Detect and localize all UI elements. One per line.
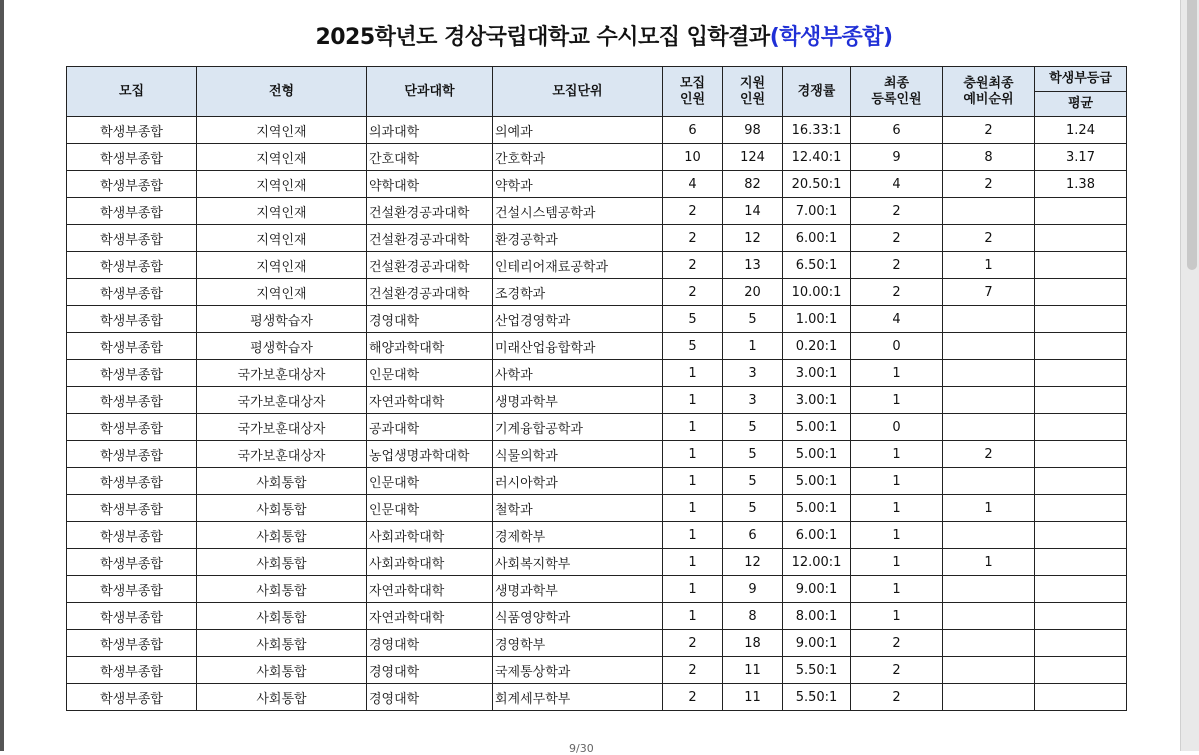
cell-department: 조경학과	[493, 279, 663, 306]
cell-grade-average	[1035, 225, 1127, 252]
cell-quota: 2	[663, 252, 723, 279]
cell-applicants: 124	[723, 144, 783, 171]
cell-quota: 1	[663, 387, 723, 414]
header-department: 모집단위	[493, 67, 663, 117]
cell-admission-type: 사회통합	[197, 603, 367, 630]
cell-final-enrolled: 2	[851, 225, 943, 252]
cell-waitlist: 2	[943, 171, 1035, 198]
cell-quota: 2	[663, 198, 723, 225]
cell-admission-type: 사회통합	[197, 522, 367, 549]
table-row	[67, 684, 1127, 711]
cell-ratio: 5.50:1	[783, 657, 851, 684]
cell-final-enrolled: 2	[851, 684, 943, 711]
cell-final-enrolled: 1	[851, 576, 943, 603]
cell-waitlist	[943, 576, 1035, 603]
cell-quota: 2	[663, 630, 723, 657]
cell-final-enrolled: 1	[851, 522, 943, 549]
cell-waitlist	[943, 360, 1035, 387]
cell-grade-average	[1035, 387, 1127, 414]
cell-college: 약학대학	[367, 171, 493, 198]
table-row	[67, 360, 1127, 387]
cell-college: 인문대학	[367, 360, 493, 387]
cell-quota: 1	[663, 603, 723, 630]
header-waitlist-line2: 예비순위	[963, 91, 1014, 107]
cell-final-enrolled: 1	[851, 387, 943, 414]
cell-applicants: 18	[723, 630, 783, 657]
table-row	[67, 279, 1127, 306]
cell-admission-type: 사회통합	[197, 468, 367, 495]
cell-grade-average	[1035, 279, 1127, 306]
cell-ratio: 5.00:1	[783, 468, 851, 495]
cell-grade-average	[1035, 522, 1127, 549]
cell-track: 학생부종합	[67, 225, 197, 252]
page-title	[4, 20, 1199, 51]
cell-department: 환경공학과	[493, 225, 663, 252]
cell-ratio: 8.00:1	[783, 603, 851, 630]
cell-waitlist: 8	[943, 144, 1035, 171]
cell-waitlist: 1	[943, 495, 1035, 522]
cell-final-enrolled: 2	[851, 198, 943, 225]
cell-admission-type: 지역인재	[197, 117, 367, 144]
cell-admission-type: 사회통합	[197, 576, 367, 603]
cell-department: 건설시스템공학과	[493, 198, 663, 225]
cell-department: 사회복지학부	[493, 549, 663, 576]
cell-ratio: 10.00:1	[783, 279, 851, 306]
cell-final-enrolled: 2	[851, 657, 943, 684]
cell-final-enrolled: 2	[851, 630, 943, 657]
cell-track: 학생부종합	[67, 468, 197, 495]
cell-track: 학생부종합	[67, 495, 197, 522]
cell-quota: 4	[663, 171, 723, 198]
cell-ratio: 9.00:1	[783, 630, 851, 657]
cell-applicants: 20	[723, 279, 783, 306]
cell-ratio: 5.00:1	[783, 414, 851, 441]
cell-admission-type: 지역인재	[197, 198, 367, 225]
cell-waitlist	[943, 684, 1035, 711]
cell-quota: 1	[663, 522, 723, 549]
table-row	[67, 225, 1127, 252]
cell-college: 의과대학	[367, 117, 493, 144]
cell-department: 간호학과	[493, 144, 663, 171]
cell-track: 학생부종합	[67, 360, 197, 387]
cell-department: 약학과	[493, 171, 663, 198]
cell-track: 학생부종합	[67, 252, 197, 279]
cell-department: 의예과	[493, 117, 663, 144]
cell-admission-type: 평생학습자	[197, 306, 367, 333]
cell-college: 건설환경공과대학	[367, 252, 493, 279]
cell-college: 자연과학대학	[367, 387, 493, 414]
cell-college: 공과대학	[367, 414, 493, 441]
cell-waitlist	[943, 468, 1035, 495]
header-grade: 학생부등급	[1035, 67, 1127, 92]
cell-admission-type: 지역인재	[197, 279, 367, 306]
cell-quota: 1	[663, 441, 723, 468]
cell-waitlist: 7	[943, 279, 1035, 306]
cell-admission-type: 사회통합	[197, 657, 367, 684]
header-waitlist-line1: 충원최종	[963, 75, 1014, 91]
header-waitlist	[943, 67, 1035, 117]
cell-grade-average	[1035, 657, 1127, 684]
page-number: 9/30	[569, 742, 594, 755]
cell-department: 사학과	[493, 360, 663, 387]
cell-track: 학생부종합	[67, 333, 197, 360]
cell-grade-average	[1035, 603, 1127, 630]
cell-track: 학생부종합	[67, 684, 197, 711]
table-body	[67, 117, 1127, 711]
cell-track: 학생부종합	[67, 198, 197, 225]
table-row	[67, 495, 1127, 522]
cell-track: 학생부종합	[67, 387, 197, 414]
cell-applicants: 8	[723, 603, 783, 630]
header-admission-type: 전형	[197, 67, 367, 117]
cell-applicants: 3	[723, 360, 783, 387]
table-row	[67, 522, 1127, 549]
cell-ratio: 6.00:1	[783, 522, 851, 549]
cell-department: 경제학부	[493, 522, 663, 549]
cell-department: 미래산업융합학과	[493, 333, 663, 360]
header-applicants	[723, 67, 783, 117]
header-quota-line2: 인원	[679, 91, 706, 107]
table-row	[67, 576, 1127, 603]
cell-waitlist	[943, 522, 1035, 549]
cell-applicants: 98	[723, 117, 783, 144]
cell-track: 학생부종합	[67, 414, 197, 441]
title-highlight: (학생부종합)	[769, 25, 893, 50]
cell-grade-average	[1035, 576, 1127, 603]
cell-final-enrolled: 1	[851, 360, 943, 387]
cell-department: 식물의학과	[493, 441, 663, 468]
cell-grade-average	[1035, 468, 1127, 495]
cell-ratio: 12.00:1	[783, 549, 851, 576]
table-row	[67, 144, 1127, 171]
cell-department: 회계세무학부	[493, 684, 663, 711]
cell-ratio: 1.00:1	[783, 306, 851, 333]
cell-college: 건설환경공과대학	[367, 225, 493, 252]
cell-waitlist: 1	[943, 252, 1035, 279]
cell-track: 학생부종합	[67, 171, 197, 198]
cell-ratio: 3.00:1	[783, 387, 851, 414]
header-ratio: 경쟁률	[783, 67, 851, 117]
cell-final-enrolled: 1	[851, 441, 943, 468]
cell-grade-average: 1.38	[1035, 171, 1127, 198]
cell-waitlist: 2	[943, 225, 1035, 252]
cell-final-enrolled: 1	[851, 603, 943, 630]
cell-college: 인문대학	[367, 468, 493, 495]
cell-applicants: 11	[723, 657, 783, 684]
cell-grade-average: 1.24	[1035, 117, 1127, 144]
table-row	[67, 306, 1127, 333]
cell-track: 학생부종합	[67, 279, 197, 306]
header-applicants-line1: 지원	[739, 75, 766, 91]
cell-grade-average	[1035, 441, 1127, 468]
cell-college: 자연과학대학	[367, 603, 493, 630]
cell-final-enrolled: 0	[851, 333, 943, 360]
cell-quota: 2	[663, 657, 723, 684]
cell-applicants: 5	[723, 495, 783, 522]
cell-applicants: 1	[723, 333, 783, 360]
cell-ratio: 5.00:1	[783, 495, 851, 522]
cell-applicants: 14	[723, 198, 783, 225]
header-college: 단과대학	[367, 67, 493, 117]
table-row	[67, 630, 1127, 657]
table-row	[67, 387, 1127, 414]
scrollbar-track[interactable]	[1180, 0, 1199, 751]
cell-track: 학생부종합	[67, 657, 197, 684]
cell-college: 경영대학	[367, 630, 493, 657]
cell-college: 경영대학	[367, 684, 493, 711]
cell-waitlist	[943, 414, 1035, 441]
cell-waitlist	[943, 630, 1035, 657]
cell-track: 학생부종합	[67, 603, 197, 630]
cell-college: 건설환경공과대학	[367, 279, 493, 306]
table-row	[67, 333, 1127, 360]
cell-track: 학생부종합	[67, 576, 197, 603]
cell-quota: 1	[663, 576, 723, 603]
cell-applicants: 13	[723, 252, 783, 279]
cell-waitlist	[943, 306, 1035, 333]
cell-final-enrolled: 1	[851, 495, 943, 522]
cell-applicants: 5	[723, 306, 783, 333]
cell-admission-type: 지역인재	[197, 225, 367, 252]
cell-admission-type: 사회통합	[197, 684, 367, 711]
cell-ratio: 7.00:1	[783, 198, 851, 225]
cell-ratio: 20.50:1	[783, 171, 851, 198]
cell-waitlist	[943, 198, 1035, 225]
cell-final-enrolled: 4	[851, 171, 943, 198]
header-final-line1: 최종	[883, 75, 910, 91]
table-row	[67, 657, 1127, 684]
cell-final-enrolled: 2	[851, 252, 943, 279]
cell-ratio: 5.00:1	[783, 441, 851, 468]
cell-track: 학생부종합	[67, 441, 197, 468]
cell-college: 해양과학대학	[367, 333, 493, 360]
cell-department: 국제통상학과	[493, 657, 663, 684]
cell-admission-type: 국가보훈대상자	[197, 387, 367, 414]
table-row	[67, 549, 1127, 576]
title-main: 2025학년도 경상국립대학교 수시모집 입학결과	[315, 25, 770, 50]
cell-applicants: 9	[723, 576, 783, 603]
table-row	[67, 414, 1127, 441]
cell-ratio: 5.50:1	[783, 684, 851, 711]
cell-applicants: 82	[723, 171, 783, 198]
cell-waitlist	[943, 333, 1035, 360]
cell-applicants: 12	[723, 549, 783, 576]
cell-quota: 1	[663, 360, 723, 387]
cell-college: 자연과학대학	[367, 576, 493, 603]
cell-college: 사회과학대학	[367, 522, 493, 549]
cell-grade-average	[1035, 306, 1127, 333]
cell-admission-type: 지역인재	[197, 171, 367, 198]
cell-admission-type: 국가보훈대상자	[197, 414, 367, 441]
header-row-1	[67, 67, 1127, 92]
cell-quota: 2	[663, 225, 723, 252]
cell-quota: 2	[663, 684, 723, 711]
header-final-enrolled	[851, 67, 943, 117]
cell-college: 농업생명과학대학	[367, 441, 493, 468]
table-row	[67, 117, 1127, 144]
cell-college: 인문대학	[367, 495, 493, 522]
cell-track: 학생부종합	[67, 117, 197, 144]
cell-ratio: 3.00:1	[783, 360, 851, 387]
cell-college: 사회과학대학	[367, 549, 493, 576]
document-page	[4, 0, 1180, 755]
cell-track: 학생부종합	[67, 549, 197, 576]
cell-admission-type: 국가보훈대상자	[197, 360, 367, 387]
cell-applicants: 5	[723, 441, 783, 468]
cell-track: 학생부종합	[67, 630, 197, 657]
table-row	[67, 198, 1127, 225]
cell-department: 경영학부	[493, 630, 663, 657]
cell-ratio: 16.33:1	[783, 117, 851, 144]
cell-department: 생명과학부	[493, 387, 663, 414]
cell-waitlist: 2	[943, 441, 1035, 468]
table-row	[67, 171, 1127, 198]
cell-final-enrolled: 0	[851, 414, 943, 441]
table-row	[67, 468, 1127, 495]
cell-grade-average: 3.17	[1035, 144, 1127, 171]
admission-results-table	[66, 66, 1127, 711]
cell-quota: 5	[663, 333, 723, 360]
cell-waitlist	[943, 603, 1035, 630]
cell-quota: 1	[663, 495, 723, 522]
cell-track: 학생부종합	[67, 522, 197, 549]
cell-quota: 10	[663, 144, 723, 171]
cell-quota: 5	[663, 306, 723, 333]
cell-applicants: 12	[723, 225, 783, 252]
cell-college: 간호대학	[367, 144, 493, 171]
cell-waitlist	[943, 657, 1035, 684]
header-grade-average: 평균	[1035, 92, 1127, 117]
header-track: 모집	[67, 67, 197, 117]
cell-final-enrolled: 9	[851, 144, 943, 171]
cell-admission-type: 국가보훈대상자	[197, 441, 367, 468]
cell-grade-average	[1035, 414, 1127, 441]
cell-grade-average	[1035, 333, 1127, 360]
cell-ratio: 6.50:1	[783, 252, 851, 279]
cell-quota: 1	[663, 468, 723, 495]
cell-applicants: 6	[723, 522, 783, 549]
cell-department: 기계융합공학과	[493, 414, 663, 441]
cell-final-enrolled: 1	[851, 549, 943, 576]
cell-grade-average	[1035, 684, 1127, 711]
cell-grade-average	[1035, 198, 1127, 225]
cell-final-enrolled: 6	[851, 117, 943, 144]
cell-grade-average	[1035, 549, 1127, 576]
cell-college: 건설환경공과대학	[367, 198, 493, 225]
cell-grade-average	[1035, 495, 1127, 522]
cell-college: 경영대학	[367, 657, 493, 684]
header-final-line2: 등록인원	[871, 91, 922, 107]
table-row	[67, 252, 1127, 279]
cell-ratio: 6.00:1	[783, 225, 851, 252]
cell-track: 학생부종합	[67, 144, 197, 171]
cell-admission-type: 평생학습자	[197, 333, 367, 360]
cell-track: 학생부종합	[67, 306, 197, 333]
cell-waitlist: 2	[943, 117, 1035, 144]
header-quota-line1: 모집	[679, 75, 706, 91]
table-row	[67, 441, 1127, 468]
cell-quota: 2	[663, 279, 723, 306]
cell-admission-type: 지역인재	[197, 252, 367, 279]
cell-department: 산업경영학과	[493, 306, 663, 333]
cell-admission-type: 사회통합	[197, 630, 367, 657]
cell-quota: 1	[663, 414, 723, 441]
cell-grade-average	[1035, 360, 1127, 387]
cell-department: 인테리어재료공학과	[493, 252, 663, 279]
cell-admission-type: 지역인재	[197, 144, 367, 171]
cell-ratio: 9.00:1	[783, 576, 851, 603]
cell-ratio: 0.20:1	[783, 333, 851, 360]
scrollbar-thumb[interactable]	[1187, 0, 1197, 270]
cell-ratio: 12.40:1	[783, 144, 851, 171]
cell-college: 경영대학	[367, 306, 493, 333]
cell-department: 식품영양학과	[493, 603, 663, 630]
cell-department: 러시아학과	[493, 468, 663, 495]
cell-final-enrolled: 2	[851, 279, 943, 306]
cell-grade-average	[1035, 630, 1127, 657]
cell-applicants: 5	[723, 468, 783, 495]
cell-department: 생명과학부	[493, 576, 663, 603]
cell-quota: 6	[663, 117, 723, 144]
cell-quota: 1	[663, 549, 723, 576]
cell-waitlist	[943, 387, 1035, 414]
cell-waitlist: 1	[943, 549, 1035, 576]
cell-grade-average	[1035, 252, 1127, 279]
header-quota	[663, 67, 723, 117]
table-row	[67, 603, 1127, 630]
cell-final-enrolled: 1	[851, 468, 943, 495]
cell-applicants: 5	[723, 414, 783, 441]
cell-department: 철학과	[493, 495, 663, 522]
cell-admission-type: 사회통합	[197, 495, 367, 522]
header-applicants-line2: 인원	[739, 91, 766, 107]
cell-applicants: 11	[723, 684, 783, 711]
cell-applicants: 3	[723, 387, 783, 414]
cell-admission-type: 사회통합	[197, 549, 367, 576]
cell-final-enrolled: 4	[851, 306, 943, 333]
